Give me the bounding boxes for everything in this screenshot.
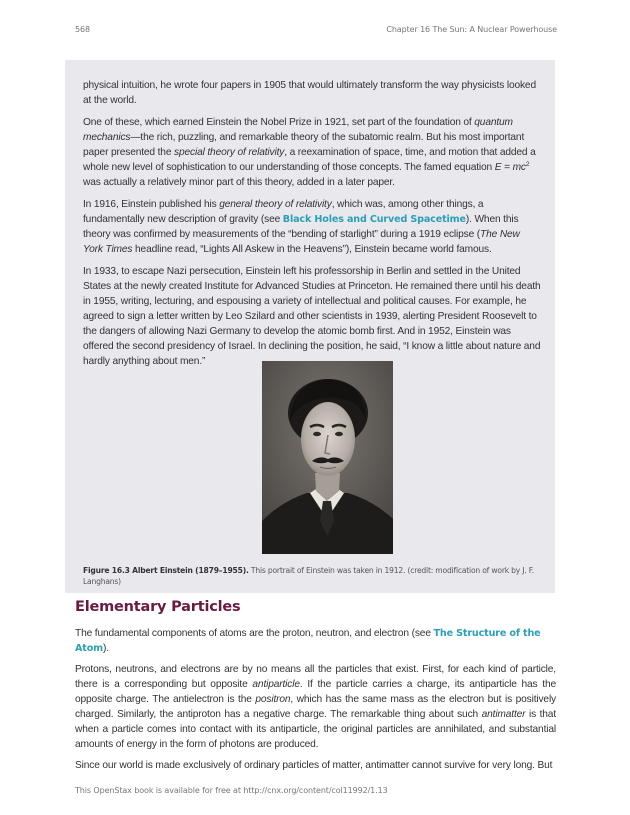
chapter-running-head: Chapter 16 The Sun: A Nuclear Powerhouse: [386, 25, 557, 34]
einstein-portrait-photo: [262, 361, 393, 554]
term-positron: positron: [255, 694, 291, 705]
term-quantum-mechanics: quantum mechanics: [83, 117, 513, 143]
section-paragraph-2: [75, 662, 556, 752]
text: —the rich, puzzling, and remarkable theory of the subatomic realm. But his most important paper presented the: [83, 132, 525, 158]
text: The fundamental components of atoms are the proton, neutron, and electron (see: [75, 628, 434, 639]
equation-exponent: 2: [525, 161, 530, 168]
section-title: Elementary Particles: [75, 599, 241, 615]
feature-paragraph-4: In 1933, to escape Nazi persecution, Einstein left his professorship in Berlin and settled in the United States at the newly created Institute for Advanced Studies at Princeton. He remained there until his death in 1955, writing, lecturing, and espousing a variety of intellectual and political causes. For example, he agreed to sign a letter written by Leo Szilard and other scientists in 1939, alerting President Roosevelt to the dangers of allowing Nazi Germany to develop the atomic bomb first. And in 1952, Einstein was offered the second presidency of Israel. In declining the position, he said, “I know a little about nature and hardly anything about men.”: [83, 266, 541, 367]
section-body: [75, 626, 556, 779]
feature-paragraph-3: [83, 197, 541, 257]
figure-caption: [83, 565, 543, 587]
text: ).: [103, 643, 109, 654]
term-antiparticle: antiparticle: [252, 679, 300, 690]
term-general-relativity: general theory of relativity: [219, 199, 332, 210]
term-nyt: The New York Times: [83, 229, 520, 255]
text: In 1916, Einstein published his: [83, 199, 220, 210]
equation-mc: mc: [512, 162, 526, 173]
feature-box: [65, 60, 555, 593]
text: is that when a particle comes into contact with its antiparticle, the original particles are annihilated, and substantial amounts of energy in the form of photons are produced.: [75, 709, 557, 750]
page-number: 568: [75, 25, 90, 34]
text: ). When this theory was confirmed by measurements of the “bending of starlight” during a 1919 eclipse (: [83, 214, 519, 240]
figure-label: Figure 16.3 Albert Einstein (1879–1955).: [83, 566, 249, 575]
text: One of these, which earned Einstein the Nobel Prize in 1921, set part of the foundation of: [83, 117, 475, 128]
equation-e: E: [494, 162, 502, 173]
text: , which was, among other things, a fundamentally new description of gravity (see: [83, 199, 484, 225]
figure-caption-text: This portrait of Einstein was taken in 1912. (credit: modification of work by J. F. Langhans): [83, 566, 534, 586]
section-paragraph-3: Since our world is made exclusively of ordinary particles of matter, antimatter cannot survive for very long. But: [75, 760, 553, 771]
einstein-portrait-illustration: [262, 361, 393, 554]
text: . If the particle carries a charge, its antiparticle has the opposite charge. The antielectron is the: [75, 679, 556, 705]
term-special-relativity: special theory of relativity: [174, 147, 285, 158]
text: , a reexamination of space, time, and motion that added a whole new level of sophistication to our understanding of those concepts. The famed equation: [83, 147, 536, 173]
link-black-holes[interactable]: Black Holes and Curved Spacetime: [282, 214, 466, 225]
feature-paragraph-2: [83, 115, 541, 190]
footer-availability-note: This OpenStax book is available for free at http://cnx.org/content/col11992/1.13: [75, 786, 388, 795]
term-antimatter: antimatter: [481, 709, 526, 720]
text: was actually a relatively minor part of this theory, added in a later paper.: [83, 177, 395, 188]
equation-equals: =: [501, 162, 513, 173]
link-structure-of-atom[interactable]: The Structure of the Atom: [75, 628, 541, 654]
text: Protons, neutrons, and electrons are by no means all the particles that exist. First, for each kind of particle, there is a corresponding but opposite: [75, 664, 556, 690]
feature-paragraph-1: physical intuition, he wrote four papers in 1905 that would ultimately transform the way physicists looked at the world.: [83, 80, 536, 106]
text: , which has the same mass as the electron but is positively charged. Similarly, the antiproton has a negative charge. The remarkable thing about such: [75, 694, 556, 720]
section-paragraph-1: [75, 626, 556, 656]
text: headline read, “Lights All Askew in the Heavens”), Einstein became world famous.: [132, 244, 492, 255]
